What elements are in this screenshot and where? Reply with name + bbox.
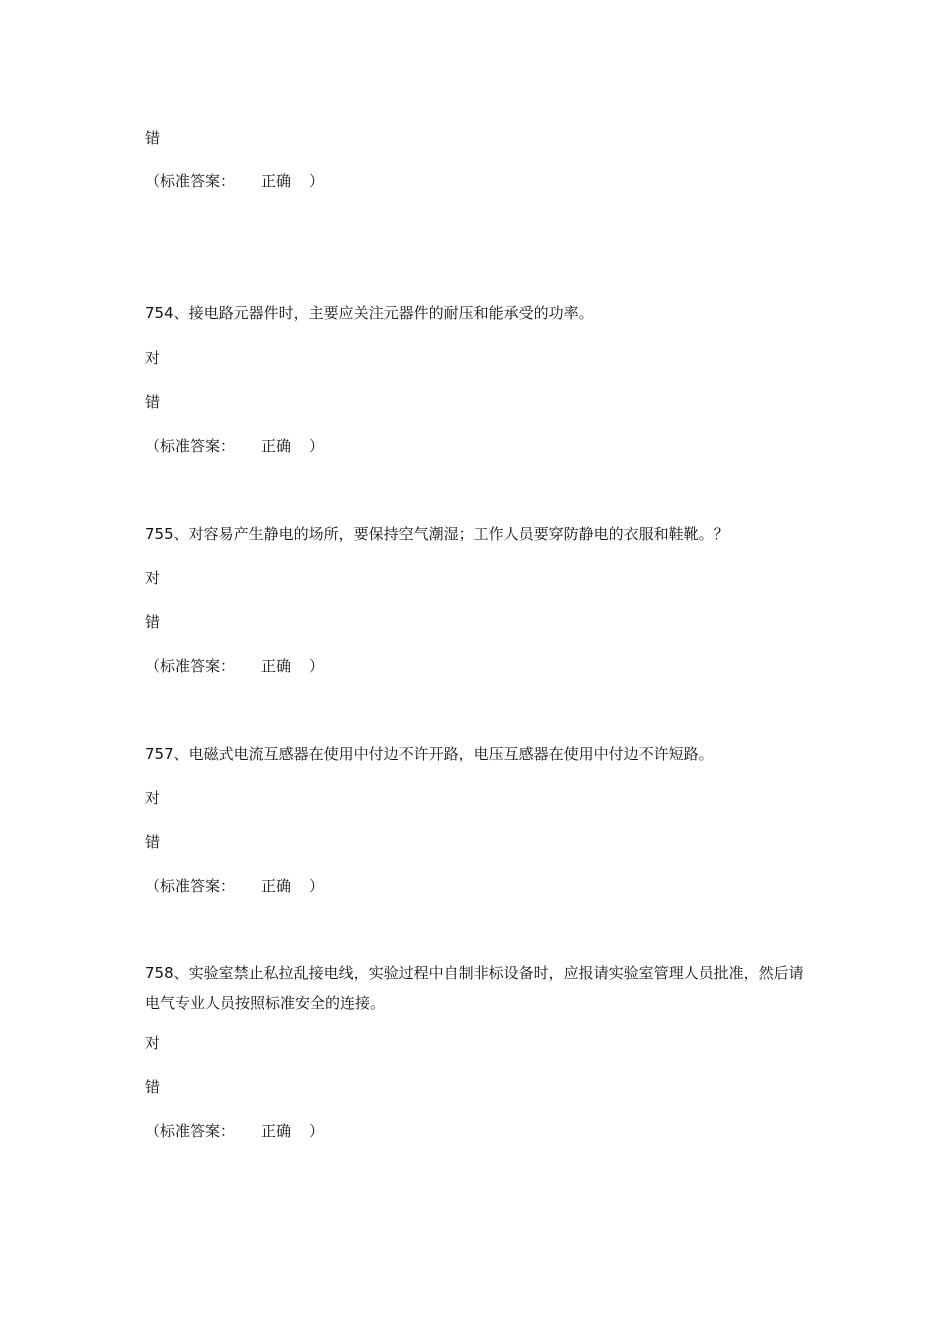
option-wrong: 错 (145, 833, 161, 851)
answer-value: 正确 (261, 437, 292, 455)
option-right: 对 (145, 789, 161, 807)
answer-value: 正确 (261, 172, 292, 190)
standard-answer (145, 655, 324, 677)
answer-value: 正确 (261, 1122, 292, 1140)
option-right: 对 (145, 349, 161, 367)
question-text: 758、实验室禁止私拉乱接电线，实验过程中自制非标设备时，应报请实验室管理人员批准，然后请电气专业人员按照标准安全的连接。 (145, 964, 804, 1012)
answer-value: 正确 (261, 657, 292, 675)
answer-label: （标准答案： (145, 172, 236, 190)
option-right: 对 (145, 569, 161, 587)
option-wrong: 错 (145, 1078, 161, 1096)
question-text: 754、接电路元器件时，主要应关注元器件的耐压和能承受的功率。 (145, 304, 594, 322)
answer-label: （标准答案： (145, 877, 236, 895)
standard-answer (145, 170, 324, 192)
answer-label: （标准答案： (145, 657, 236, 675)
option-wrong: 错 (145, 129, 161, 147)
option-wrong: 错 (145, 393, 161, 411)
standard-answer (145, 875, 324, 897)
answer-close: ） (309, 1122, 325, 1140)
answer-close: ） (309, 172, 325, 190)
answer-close: ） (309, 877, 325, 895)
option-right: 对 (145, 1034, 161, 1052)
option-wrong: 错 (145, 613, 161, 631)
question-text: 755、对容易产生静电的场所，要保持空气潮湿；工作人员要穿防静电的衣服和鞋靴。？ (145, 525, 729, 543)
answer-close: ） (309, 437, 325, 455)
answer-label: （标准答案： (145, 1122, 236, 1140)
answer-value: 正确 (261, 877, 292, 895)
standard-answer (145, 435, 324, 457)
standard-answer (145, 1120, 324, 1142)
answer-close: ） (309, 657, 325, 675)
question-text: 757、电磁式电流互感器在使用中付边不许开路，电压互感器在使用中付边不许短路。 (145, 745, 714, 763)
answer-label: （标准答案： (145, 437, 236, 455)
